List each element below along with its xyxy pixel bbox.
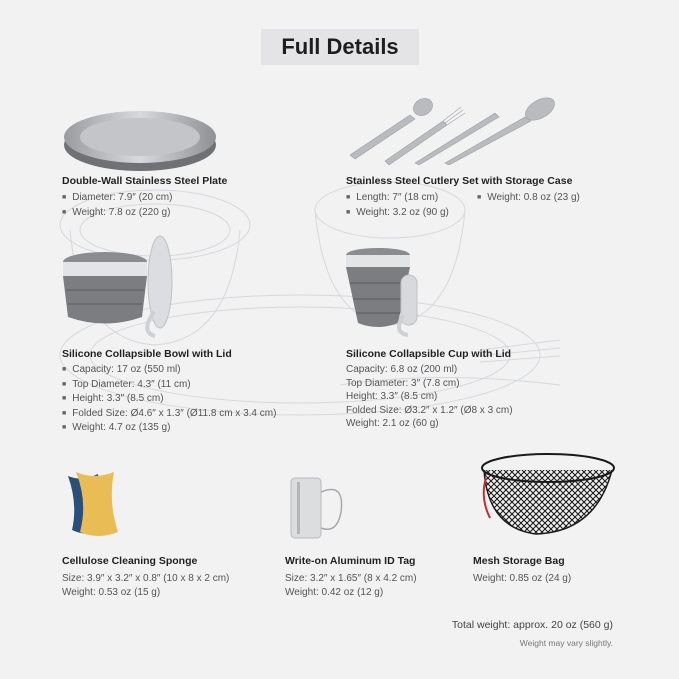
- tag-spec: Weight: 0.42 oz (12 g): [285, 586, 384, 598]
- cutlery-case-spec: [477, 191, 580, 206]
- total-weight: Total weight: approx. 20 oz (560 g): [451, 619, 613, 631]
- plate-specs: [62, 191, 172, 220]
- bowl-spec: ■ Capacity: 17 oz (550 ml): [62, 363, 276, 378]
- bowl-image: [60, 232, 180, 340]
- plate-image: [60, 105, 220, 175]
- cup-name: Silicone Collapsible Cup with Lid: [346, 348, 512, 360]
- cup-specs: [346, 363, 513, 431]
- mesh-bag-image: [476, 448, 621, 540]
- cup-spec: Folded Size: Ø3.2″ x 1.2″ (Ø8 x 3 cm): [346, 404, 513, 416]
- weight-note: Weight may vary slightly.: [519, 638, 613, 648]
- tag-spec: Size: 3.2″ x 1.65″ (8 x 4.2 cm): [285, 573, 417, 584]
- cup-spec: Height: 3.3″ (8.5 cm): [346, 391, 438, 403]
- cup-spec: Capacity: 6.8 oz (200 ml): [346, 364, 458, 375]
- sponge-image: [62, 468, 132, 540]
- sponge-spec: Size: 3.9″ x 3.2″ x 0.8″ (10 x 8 x 2 cm): [62, 573, 230, 584]
- cutlery-spec: ■ Length: 7″ (18 cm): [346, 191, 449, 206]
- sponge-name: Cellulose Cleaning Sponge: [62, 555, 198, 567]
- cup-spec: Weight: 2.1 oz (60 g): [346, 418, 439, 430]
- bowl-spec: ■ Height: 3.3″ (8.5 cm): [62, 392, 276, 407]
- cutlery-case-weight: ■ Weight: 0.8 oz (23 g): [477, 191, 580, 206]
- id-tag-image: [285, 472, 345, 542]
- bag-spec: Weight: 0.85 oz (24 g): [473, 573, 572, 584]
- plate-spec: ■ Weight: 7.8 oz (220 g): [62, 206, 172, 221]
- tag-specs: [285, 572, 417, 599]
- cutlery-name: Stainless Steel Cutlery Set with Storage Case: [346, 175, 573, 187]
- bag-specs: [473, 572, 571, 586]
- cutlery-specs: [346, 191, 449, 220]
- bowl-spec: ■ Folded Size: Ø4.6″ x 1.3″ (Ø11.8 cm x 3.4 cm): [62, 407, 276, 422]
- tag-name: Write-on Aluminum ID Tag: [285, 555, 416, 567]
- plate-name: Double-Wall Stainless Steel Plate: [62, 175, 228, 187]
- cup-image: [343, 245, 433, 340]
- sponge-spec: Weight: 0.53 oz (15 g): [62, 586, 161, 598]
- bowl-specs: [62, 363, 276, 436]
- cutlery-image: [345, 95, 560, 165]
- cup-spec: Top Diameter: 3″ (7.8 cm): [346, 377, 460, 389]
- bag-name: Mesh Storage Bag: [473, 555, 565, 567]
- bowl-name: Silicone Collapsible Bowl with Lid: [62, 348, 232, 360]
- page-title: Full Details: [261, 29, 419, 65]
- bowl-spec: ■ Top Diameter: 4.3″ (11 cm): [62, 378, 276, 393]
- sponge-specs: [62, 572, 229, 599]
- cutlery-spec: ■ Weight: 3.2 oz (90 g): [346, 206, 449, 221]
- plate-spec: ■ Diameter: 7.9″ (20 cm): [62, 191, 172, 206]
- bowl-spec: ■ Weight: 4.7 oz (135 g): [62, 421, 276, 436]
